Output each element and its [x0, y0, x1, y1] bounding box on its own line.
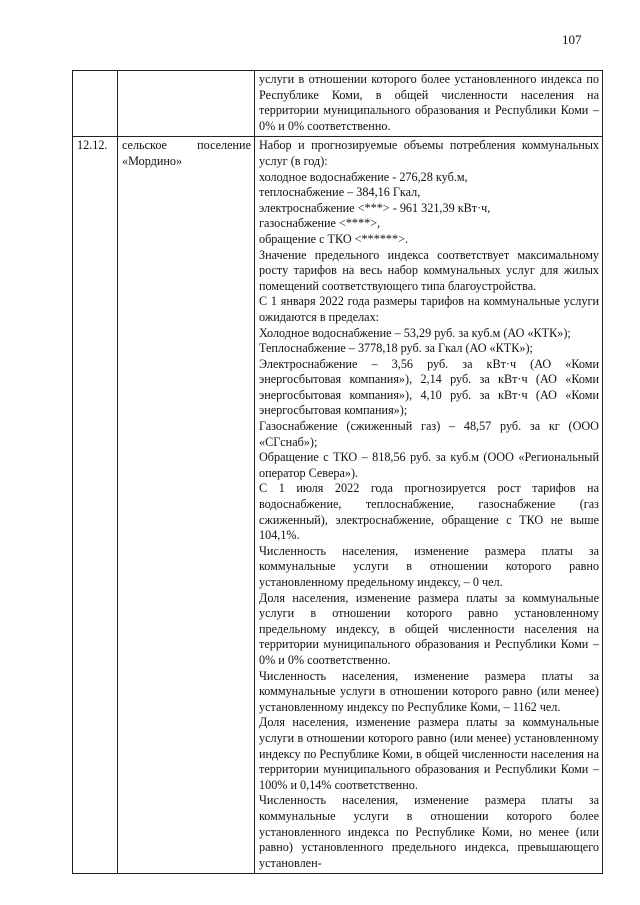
table-row-continuation [73, 71, 603, 137]
paragraph-population-less: Численность населения, изменение размера платы за коммунальные услуги в отношении которого равно (или менее) установленному индексу по Республике Коми, – 1162 чел. [259, 668, 599, 714]
paragraph-tariffs-jul: С 1 июля 2022 года прогнозируется рост тарифов на водоснабжение, теплоснабжение, газоснабжение (газ сжиженный), электроснабжение, обращение с ТКО не выше 104,1%. [259, 481, 599, 543]
settlement-name-cell [118, 71, 255, 137]
row-number-cell [73, 71, 118, 137]
description-cell [255, 71, 603, 137]
page-number: 107 [562, 32, 582, 47]
continuation-text: услуги в отношении которого более установленного индекса по Республике Коми, в общей численности населения на территории муниципального образования и Республики Коми – 0% и 0% соответственно. [259, 72, 599, 133]
paragraph-limit-index: Значение предельного индекса соответствует максимальному росту тарифов на весь набор коммунальных услуг для жилых помещений соответствующего типа благоустройства. [259, 247, 599, 293]
description-cell [255, 137, 603, 874]
row-number-cell: 12.12. [73, 137, 118, 874]
paragraph-population-more: Численность населения, изменение размера платы за коммунальные услуги в отношении которого более установленного индекса по Республике Коми, но менее (или равно) установленного предельного индекса, превышающего установлен- [259, 793, 599, 870]
table-row-mordino [73, 137, 603, 874]
paragraph-consumption: Набор и прогнозируемые объемы потребления коммунальных услуг (в год): холодное водоснабжение - 276,28 куб.м, теплоснабжение – 384,16 Гкал, электроснабжение <***> - 961 321,39 кВт·ч, газоснабжение <****>, обращение с ТКО <******>. [259, 138, 599, 246]
paragraph-tariffs-jan: С 1 января 2022 года размеры тарифов на коммунальные услуги ожидаются в пределах: Холодное водоснабжение – 53,29 руб. за куб.м (АО «КТК»); Теплоснабжение – 3778,18 руб. за Гкал (АО «КТК»); Электроснабжение – 3,56 руб. за кВт·ч (АО «Коми энергосбытовая компания»), 2,14 руб. за кВт·ч (АО «Коми энергосбытовая компания»), 4,10 руб. за кВт·ч (АО «Коми энергосбытовая компания»); Газоснабжение (сжиженный газ) – 48,57 руб. за кг (ООО «СГснаб»); Обращение с ТКО – 818,56 руб. за куб.м (ООО «Региональный оператор Севера»). [259, 294, 599, 480]
paragraph-share-less: Доля населения, изменение размера платы за коммунальные услуги в отношении которого равно (или менее) установленному индексу по Республике Коми, в общей численности населения на территории муниципального образования и Республики Коми – 100% и 0,14% соответственно. [259, 715, 599, 792]
paragraph-population-equal: Численность населения, изменение размера платы за коммунальные услуги в отношении которого равно установленному предельному индексу, – 0 чел. [259, 543, 599, 589]
settlement-name-cell [118, 137, 255, 874]
settlement-name: сельское поселение «Мордино» [122, 138, 251, 168]
tariff-table [72, 70, 603, 874]
paragraph-share-equal: Доля населения, изменение размера платы за коммунальные услуги в отношении которого равно установленному предельному индексу, в общей численности населения на территории муниципального образования и Республики Коми – 0% и 0% соответственно. [259, 590, 599, 667]
